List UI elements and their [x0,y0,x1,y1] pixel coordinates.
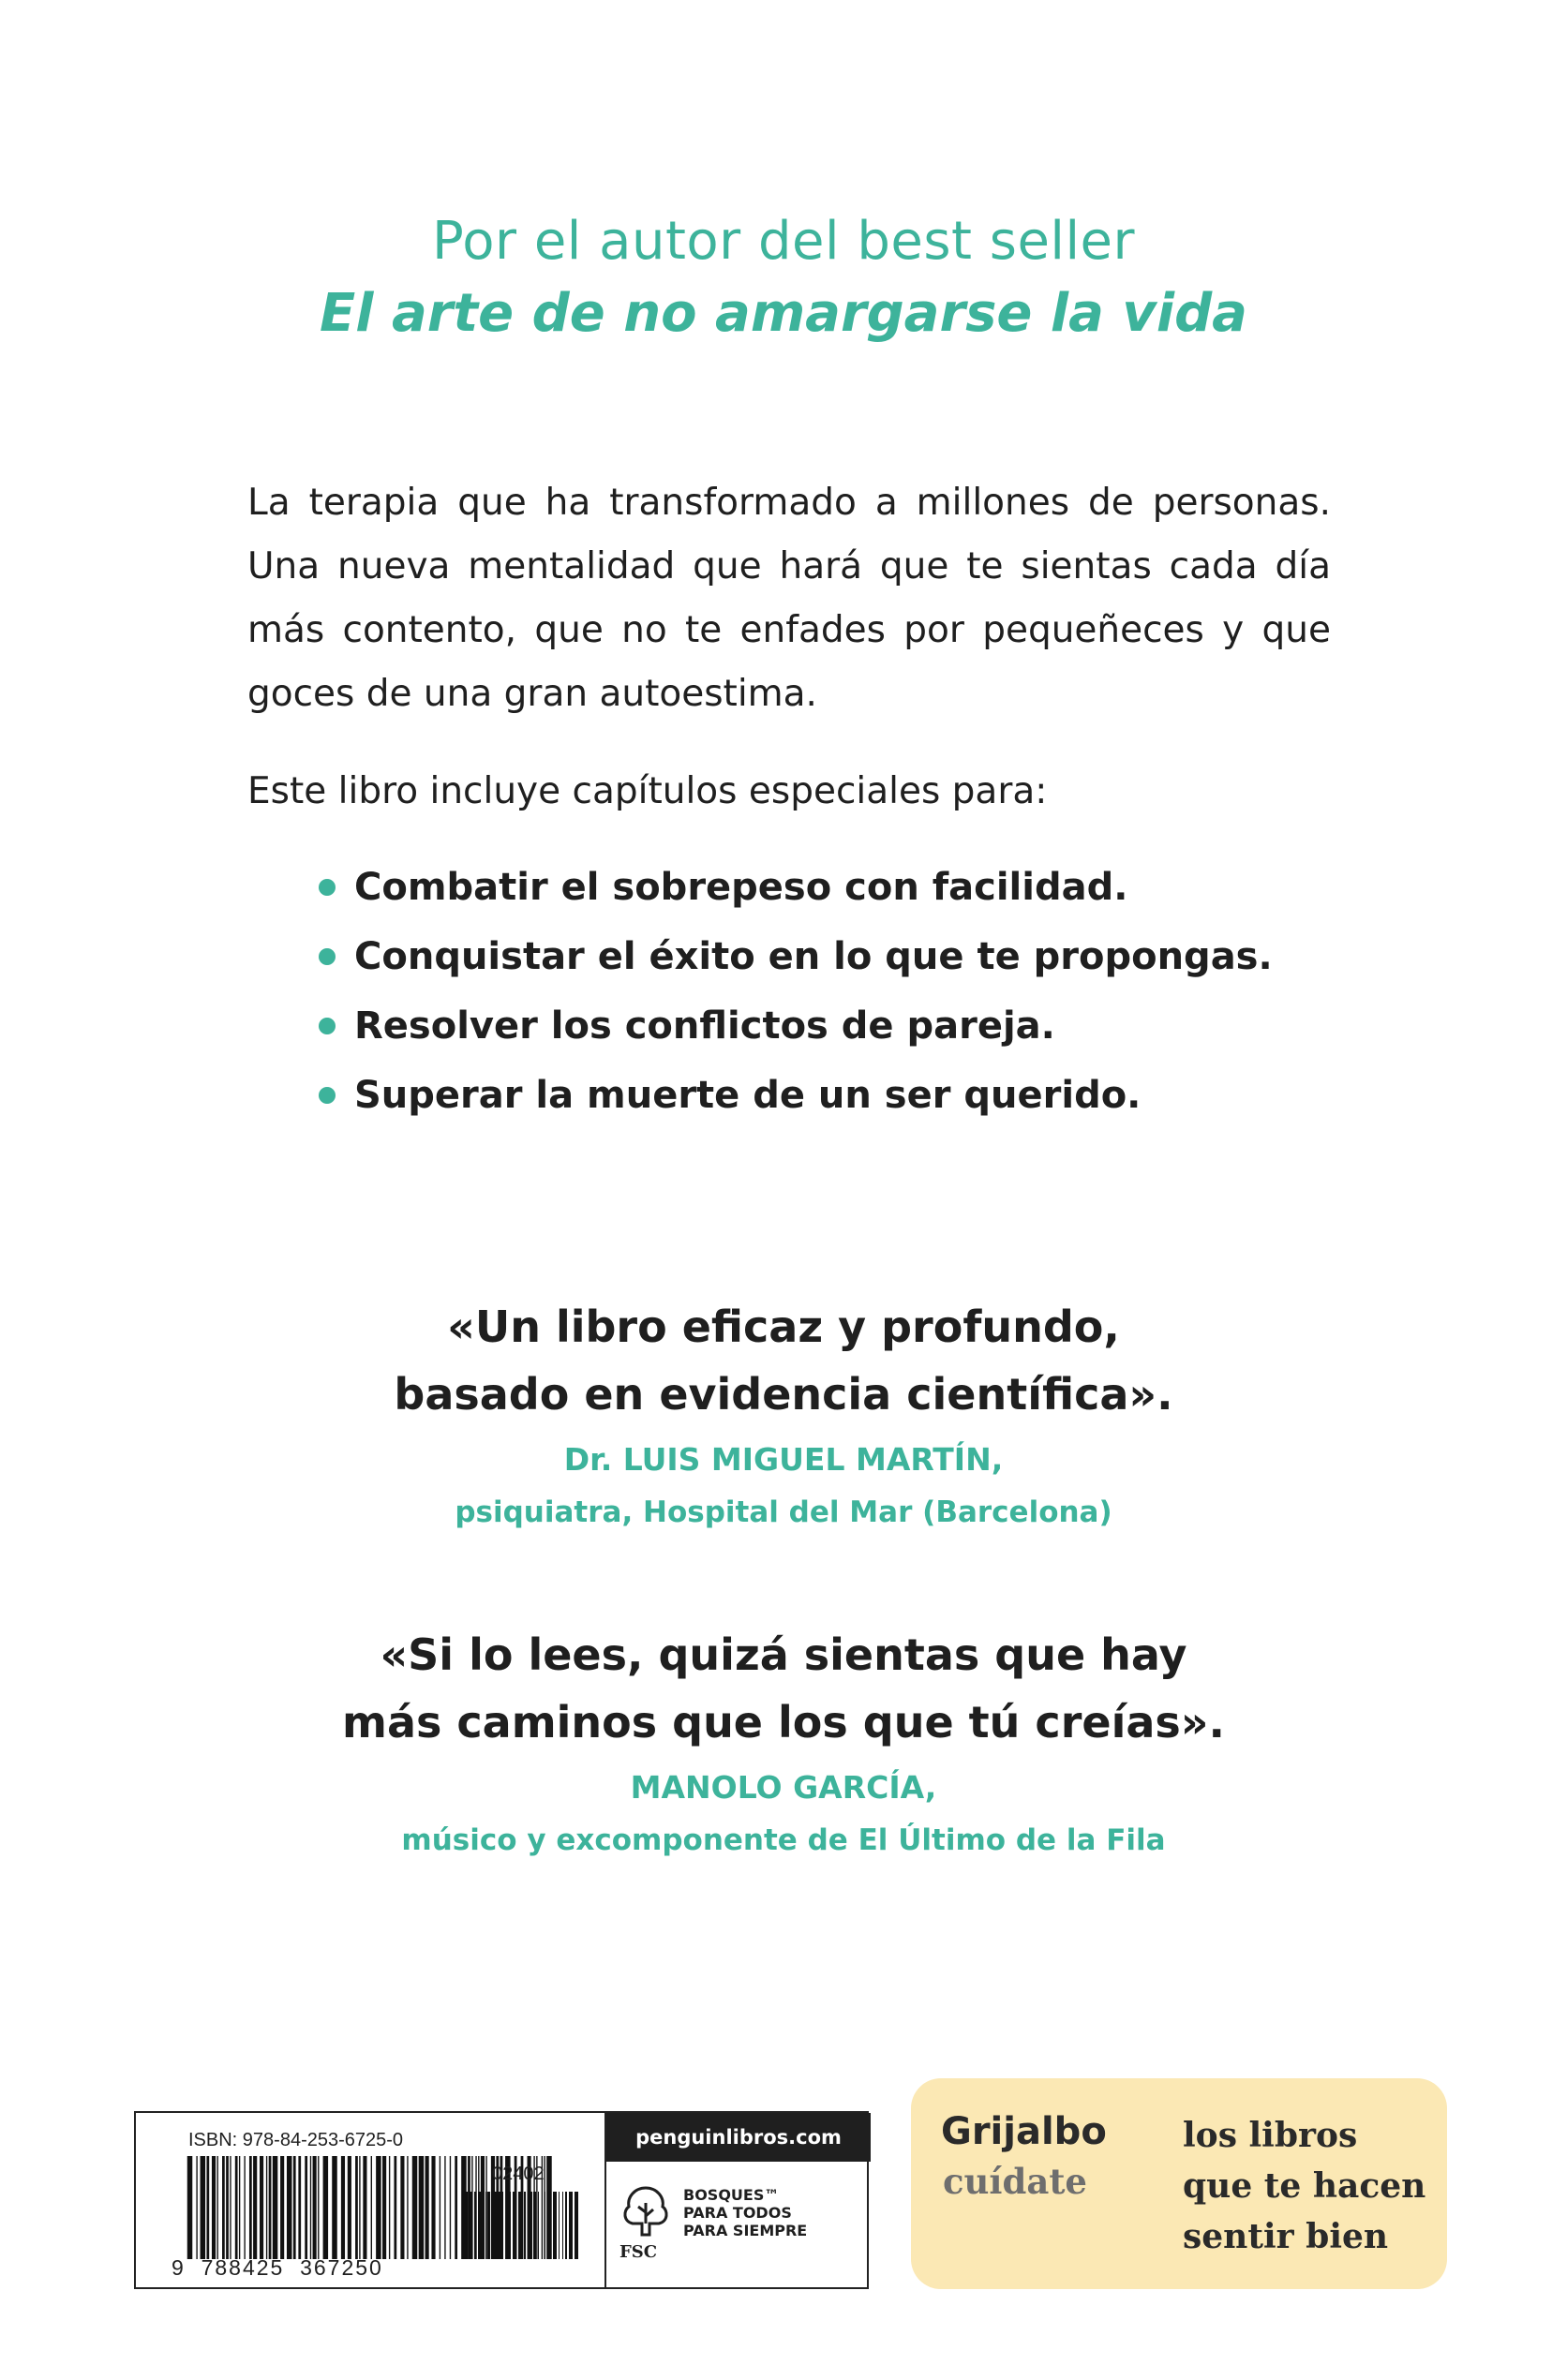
list-item-text: Resolver los conflictos de pareja. [354,1004,1055,1048]
imprint-brand: Grijalbo [941,2110,1107,2153]
list-item-text: Conquistar el éxito en lo que te propongas. [354,935,1273,978]
barcode-addon-code: 02402 [492,2164,545,2184]
barcode-box [134,2111,869,2289]
chapters-list [315,853,1273,1130]
quote-author: Dr. LUIS MIGUEL MARTÍN, [563,1441,1004,1478]
quote-line-1: «Un libro eficaz y profundo, [447,1302,1120,1352]
quote-line-1: «Si lo lees, quizá sientas que hay [380,1629,1187,1680]
quote-author-role: músico y excomponente de El Último de la Fila [401,1823,1166,1857]
list-item-text: Combatir el sobrepeso con facilidad. [354,866,1128,909]
bullet-dot-icon [319,948,336,965]
quote-author-role: psiquiatra, Hospital del Mar (Barcelona) [455,1495,1112,1529]
book-description: La terapia que ha transformado a millones de personas. Una nueva mentalidad que hará que te sientas cada día más contento, que no te enfades por pequeñeces y que goces de una gran autoestima. [247,482,1331,715]
fsc-tree-icon [619,2184,672,2239]
fsc-slogan-line: PARA TODOS [683,2204,792,2222]
list-item [315,853,1273,922]
fsc-label: FSC [619,2242,658,2262]
publisher-panel [604,2113,871,2287]
imprint-slogan-line: que te hacen [1183,2166,1426,2206]
imprint-slogan [1183,2110,1425,2262]
quote-line-2: más caminos que los que tú creías». [342,1697,1225,1748]
bullet-dot-icon [319,1018,336,1034]
fsc-slogan [683,2186,807,2239]
testimonial-2 [0,1621,1567,1867]
list-item [315,1061,1273,1130]
tagline-book-title: El arte de no amargarse la vida [320,283,1247,344]
fsc-slogan-line: BOSQUES™ [683,2186,780,2204]
imprint-badge [911,2078,1447,2289]
list-item [315,991,1273,1061]
publisher-url: penguinlibros.com [606,2113,871,2162]
list-item-text: Superar la muerte de un ser querido. [354,1074,1142,1117]
quote-line-2: basado en evidencia científica». [394,1369,1173,1420]
bullet-dot-icon [319,879,336,896]
fsc-slogan-line: PARA SIEMPRE [683,2222,808,2239]
chapters-intro: Este libro incluye capítulos especiales para: [247,770,1048,812]
imprint-slogan-line: sentir bien [1183,2217,1389,2256]
quote-author: MANOLO GARCÍA, [630,1769,937,1806]
tagline [0,206,1567,350]
imprint-collection: cuídate [943,2161,1087,2202]
isbn-number: ISBN: 978-84-253-6725-0 [188,2130,404,2150]
bullet-dot-icon [319,1087,336,1104]
imprint-slogan-line: los libros [1183,2116,1358,2155]
testimonial-1 [0,1293,1567,1539]
tagline-line-1: Por el autor del best seller [431,211,1136,272]
barcode-addon-icon [460,2192,582,2259]
list-item [315,922,1273,991]
barcode-digits: 9 788425 367250 [172,2255,383,2280]
